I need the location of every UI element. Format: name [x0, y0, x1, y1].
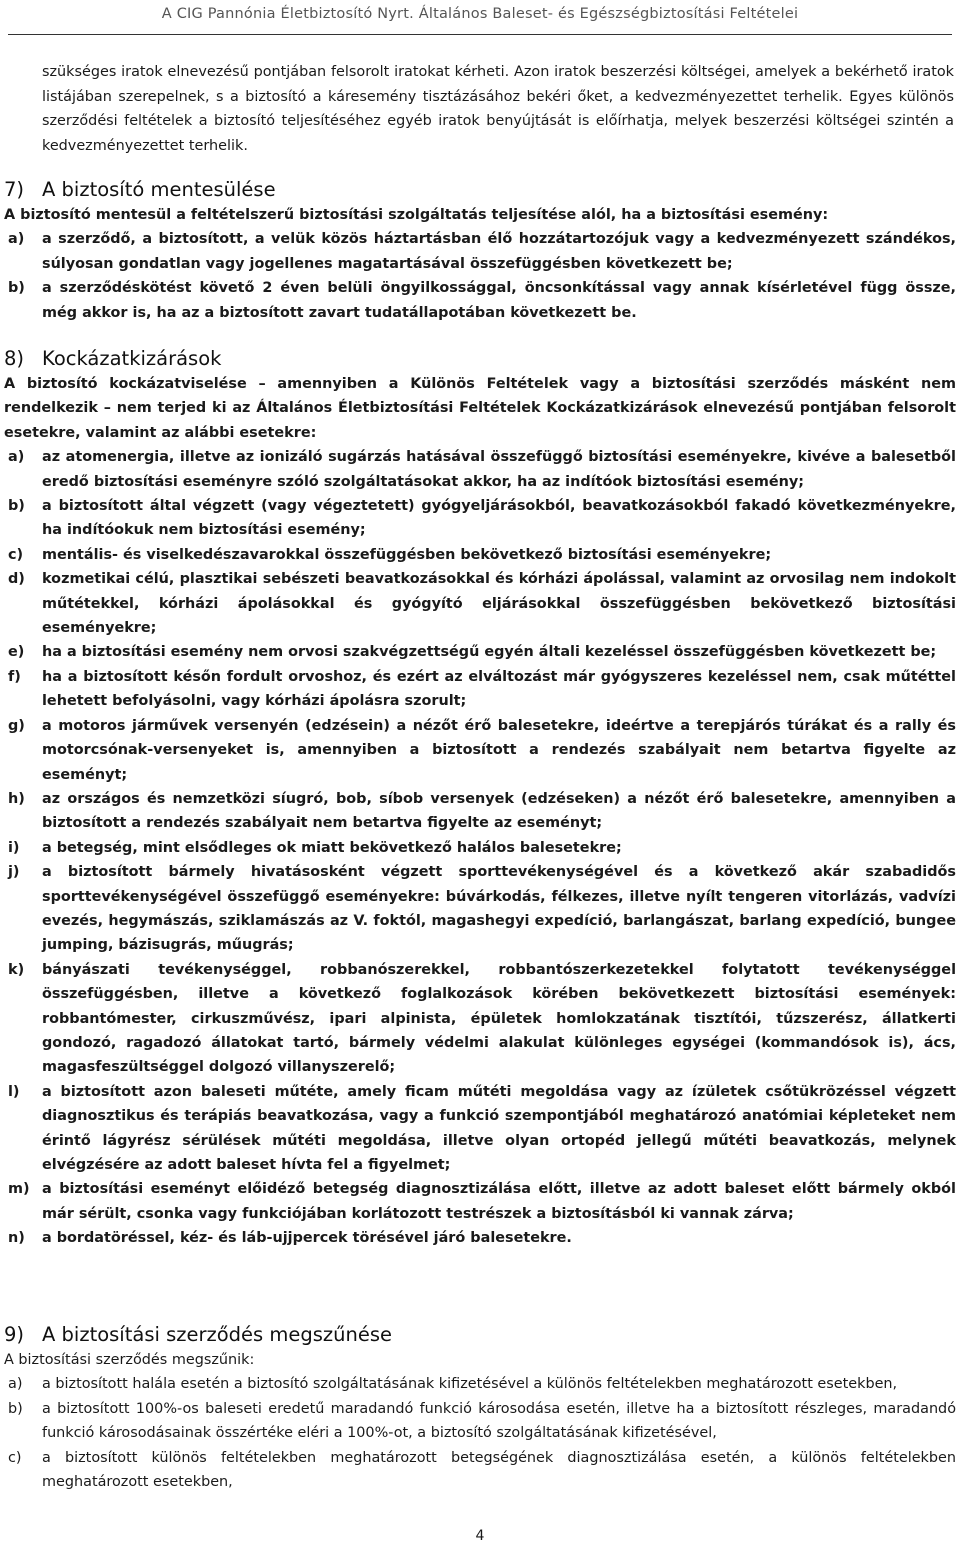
section-heading: [4, 1322, 956, 1348]
section-number: 8): [4, 347, 25, 370]
item-text: a biztosított különös feltételekben meghatározott betegségének diagnosztizálása esetén, a különös feltételekben meghatározott esetekben,: [42, 1449, 956, 1491]
list-item: [4, 227, 956, 276]
list-item: [4, 445, 956, 494]
item-text: a motoros járművek versenyén (edzésein) a nézőt érő balesetekre, ideértve a terepjárós túrákat és a rally és motorcsónak-versenyeket is, amennyiben a biztosított a rendezés szabályait nem betartva figyelte az eseményt;: [42, 717, 956, 783]
item-label: l): [8, 1083, 20, 1100]
list-item: [4, 543, 956, 567]
item-label: n): [8, 1230, 25, 1247]
item-label: a): [8, 1376, 23, 1393]
list-item: [4, 1446, 956, 1495]
item-label: i): [8, 839, 20, 856]
item-label: a): [8, 449, 25, 466]
item-label: c): [8, 1449, 22, 1466]
list-item: [4, 276, 956, 325]
section-lead: A biztosítási szerződés megszűnik:: [4, 1352, 255, 1368]
item-text: a biztosított által végzett (vagy végeztetett) gyógyeljárásokból, beavatkozásokból fakadó következményekre, ha indítóokuk nem biztosítási esemény;: [42, 498, 956, 539]
item-text: az országos és nemzetközi síugró, bob, síbob versenyek (edzéseken) a nézőt érő balesetekre, amennyiben a biztosított a rendezés szabályait nem betartva figyelte az eseményt;: [42, 790, 956, 832]
list-item: [4, 1177, 956, 1226]
list-item: [4, 787, 956, 836]
list-item: [4, 567, 956, 640]
item-text: bányászati tevékenységgel, robbanószerekkel, robbantószerkezetekkel folytatott tevékenységgel összefüggésben, illetve a következő foglalkozások körében bekövetkezett biztosítási események: robbantómester, cirkuszművész, ipari alpinista, épületek homlokzatának tisztítói, tűzszerész, állatkerti gondozó, ragadozó állatokat tartó, bármely védelmi alakulat különleges egységei (kommandósok is), ács, magasfeszültséggel dolgozó villanyszerelő;: [42, 961, 956, 1076]
item-label: k): [8, 961, 25, 978]
header-divider: [8, 34, 952, 35]
item-text: ha a biztosítási esemény nem orvosi szakvégzettségű egyén általi kezeléssel összefüggésben következett be;: [42, 644, 937, 661]
section-lead: A biztosító mentesül a feltételszerű biztosítási szolgáltatás teljesítése alól, ha a biztosítási esemény:: [4, 207, 829, 223]
intro-paragraph: szükséges iratok elnevezésű pontjában felsorolt iratokat kérheti. Azon iratok beszerzési költségei, amelyek a bekérhető iratok listájában szerepelnek, s a biztosító a káresemény tisztázásához bekéri őket, a kedvezményezettet terhelik. Egyes különös szerződési feltételek a biztosító teljesítéséhez egyéb iratok benyújtását is előírhatja, melyek beszerzési költségei szintén a kedvezményezettet terhelik.: [42, 64, 954, 154]
item-label: g): [8, 717, 25, 734]
section-heading: [4, 346, 956, 372]
section-exclusions: [4, 346, 956, 1251]
list-item: [4, 836, 956, 860]
item-text: kozmetikai célú, plasztikai sebészeti beavatkozásokkal és kórházi ápolással, valamint az orvosilag nem indokolt műtétekkel, kórházi ápolásokkal és gyógyító eljárásokkal összefüggésben bekövetkező biztosítási eseményekre;: [42, 571, 956, 637]
list-item: [4, 1080, 956, 1178]
list-item: [4, 860, 956, 958]
section-number: 9): [4, 1323, 25, 1346]
list-item: [4, 1397, 956, 1446]
item-text: mentális- és viselkedészavarokkal összefüggésben bekövetkező biztosítási eseményekre;: [42, 546, 772, 563]
section-lead: A biztosító kockázatviselése – amennyiben a Különös Feltételek vagy a biztosítási szerződés másként nem rendelkezik – nem terjed ki az Általános Életbiztosítási Feltételek Kockázatkizárások elnevezésű pontjában felsorolt esetekre, valamint az alábbi esetekre:: [4, 376, 956, 441]
section-termination: [4, 1322, 956, 1494]
section-number: 7): [4, 178, 25, 201]
item-text: a bordatöréssel, kéz- és láb-ujjpercek törésével járó balesetekre.: [42, 1230, 572, 1247]
item-label: m): [8, 1181, 30, 1198]
item-text: a szerződéskötést követő 2 éven belüli öngyilkossággal, öncsonkítással vagy annak kísérletével függ össze, még akkor is, ha az a biztosított zavart tudatállapotában következett be.: [42, 280, 956, 321]
list-item: [4, 1372, 956, 1396]
item-label: d): [8, 571, 25, 588]
item-text: a betegség, mint elsődleges ok miatt bekövetkező halálos balesetekre;: [42, 839, 622, 856]
item-label: b): [8, 280, 25, 297]
list-item: [4, 494, 956, 543]
item-text: az atomenergia, illetve az ionizáló sugárzás hatásával összefüggő biztosítási eseményekre, kivéve a balesetből eredő biztosítási eseményre szóló szolgáltatásokat akkor, ha az indítóok biztosítási esemény;: [42, 449, 956, 490]
section-title: A biztosítási szerződés megszűnése: [42, 1323, 393, 1346]
item-text: a biztosított bármely hivatásosként végzett sporttevékenységével és a következő akár szabadidős sporttevékenységével összefüggő eseményekre: búvárkodás, félkezes, illetve nyílt tengeren vitorlázás, vadvízi evezés, hegymászás, sziklamászás az V. foktól, magashegyi expedíció, barlangászat, barlang expedíció, bungee jumping, bázisugrás, műugrás;: [42, 864, 956, 954]
item-label: e): [8, 644, 25, 661]
item-text: a biztosított azon baleseti műtéte, amely ficam műtéti megoldása vagy az ízületek csőtükrözéssel végzett diagnosztikus és terápiás beavatkozása, vagy a funkció szempontjából meghatározó anatómiai képleteket nem érintő lágyrész sérülések műtéti megoldása, illetve olyan ortopéd jellegű műtéti beavatkozás, melynek elvégzésére az adott baleset hívta fel a figyelmet;: [42, 1083, 956, 1173]
page-number: 4: [475, 1528, 485, 1544]
list-item: [4, 958, 956, 1080]
item-text: a biztosított 100%-os baleseti eredetű maradandó funkció károsodása esetén, illetve ha a biztosított részleges, maradandó funkció károsodásainak összértéke eléri a 100%-ot, a biztosító szolgáltatásának kifizetésével,: [42, 1400, 956, 1442]
section-exemption: [4, 177, 956, 325]
item-label: h): [8, 790, 25, 807]
item-label: b): [8, 1400, 23, 1417]
section-title: A biztosító mentesülése: [42, 178, 276, 201]
list-item: [4, 665, 956, 714]
item-text: a biztosított halála esetén a biztosító szolgáltatásának kifizetésével a különös feltételekben meghatározott esetekben,: [42, 1376, 898, 1393]
page-header: A CIG Pannónia Életbiztosító Nyrt. Általános Baleset- és Egészségbiztosítási Feltételei: [161, 6, 799, 22]
item-label: b): [8, 498, 25, 515]
list-item: [4, 1226, 956, 1250]
section-title: Kockázatkizárások: [42, 347, 222, 370]
item-label: a): [8, 231, 25, 248]
item-label: c): [8, 546, 24, 563]
item-label: f): [8, 668, 21, 685]
list-item: [4, 714, 956, 787]
item-text: a biztosítási eseményt előidéző betegség diagnosztizálása előtt, illetve az adott baleset előtt bármely okból már sérült, csonka vagy funkciójában korlátozott testrészek a biztosításból ki vannak zárva;: [42, 1181, 956, 1222]
item-text: ha a biztosított későn fordult orvoshoz, és ezért az elváltozást már gyógyszeres kezeléssel nem, csak műtéttel lehetett befolyásolni, vagy kórházi ápolásra szorult;: [42, 668, 956, 710]
section-heading: [4, 177, 956, 203]
list-item: [4, 640, 956, 664]
item-label: j): [8, 864, 20, 881]
item-text: a szerződő, a biztosított, a velük közös háztartásban élő hozzátartozójuk vagy a kedvezményezett szándékos, súlyosan gondatlan vagy jogellenes magatartásával összefüggésben következett be;: [42, 231, 956, 272]
